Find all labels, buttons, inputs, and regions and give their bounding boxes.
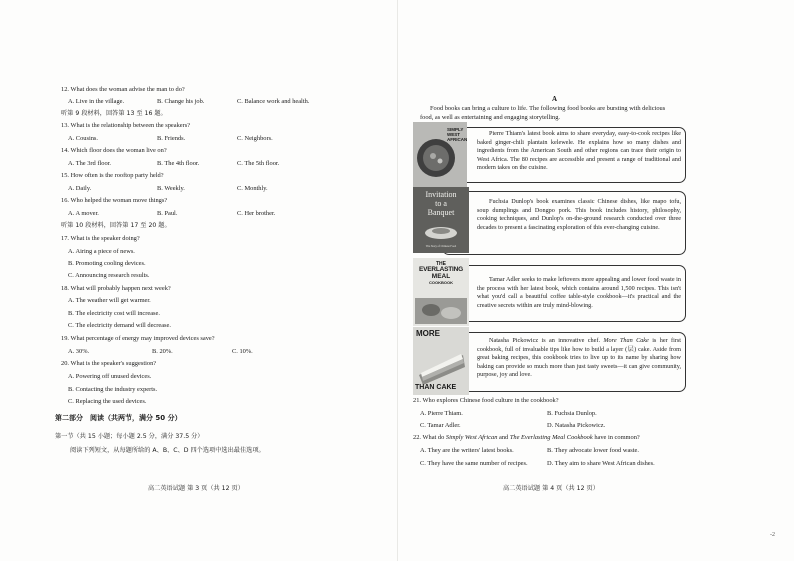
passage-intro-line-2: food, as well as entertaining and engaging storytelling.	[420, 114, 561, 121]
q22-stem-part: and	[497, 434, 510, 441]
q12-stem: 12. What does the woman advise the man to do?	[61, 86, 185, 93]
part-2-heading: 第二部分 阅读（共两节，满分 50 分）	[55, 414, 182, 422]
book-3-cover	[413, 258, 469, 326]
book-4-cover-bottom: THAN CAKE	[415, 384, 457, 391]
q22-option-c: C. They have the same number of recipes.	[420, 460, 528, 467]
book-4-cover-top: MORE	[416, 329, 440, 338]
section-1-heading: 第一节（共 15 小题；每小题 2.5 分，满分 37.5 分）	[55, 433, 204, 440]
q22-stem-part: 22. What do	[413, 434, 446, 441]
q15-option-b: B. Weekly.	[157, 185, 185, 192]
q20-option-c: C. Replacing the used devices.	[68, 398, 147, 405]
book-3-cover-title-line: THE	[436, 261, 446, 267]
book-2-cover-title-line: to a	[435, 199, 447, 208]
book-4-description	[477, 337, 681, 380]
q22-option-d: D. They aim to share West African dishes.	[547, 460, 655, 467]
book-2-description: Fuchsia Dunlop's book examines classic Chinese dishes, like mapo tofu, soup dumplings and Dongpo pork. This book includes history, philosophy, cooking techniques, and Dunlop's on-the-ground research conducted over three decades to present a fascinating exploration of this ever-changing cuisine.	[477, 198, 681, 231]
q16-stem: 16. Who helped the woman move things?	[61, 197, 168, 204]
book-1-description-box	[442, 127, 686, 183]
q21-option-a: A. Pierre Thiam.	[420, 410, 463, 417]
book-1-description: Pierre Thiam's latest book aims to share everyday, easy-to-cook recipes like baked ginger-chili plantain kelewele. He explains how so many dishes and ingredients from the American South and other regions can trace their origin to West Africa. The 80 recipes are accessible and present a range of traditional and modern takes on the cuisine.	[477, 130, 681, 172]
q22-title-2: The Everlasting Meal Cookbook	[509, 434, 593, 441]
q17-option-c: C. Announcing research results.	[68, 272, 150, 279]
book-3-description: Tamar Adler seeks to make leftovers more appealing and lower food waste in the process with her latest book, which contains around 1,500 recipes. This isn't what you'd call a beautiful coffee table-style cookbook—it's practical and the creative secrets within are truly mind-blowing.	[477, 276, 681, 309]
passage-heading: A	[552, 95, 558, 103]
book-4-description-part: Natasha Pickowicz is an innovative chef.	[489, 337, 604, 344]
q21-option-b: B. Fuchsia Dunlop.	[547, 410, 597, 417]
book-2-cover-title-line: Banquet	[427, 208, 455, 217]
q17-stem: 17. What is the speaker doing?	[61, 235, 140, 242]
q14-option-a: A. The 3rd floor.	[68, 160, 112, 167]
q22-title-1: Simply West African	[445, 434, 498, 441]
book-1-cover-title-line: AFRICAN	[447, 137, 467, 142]
book-3-cover-title-line: MEAL	[431, 272, 451, 280]
book-3-description-box	[442, 265, 686, 322]
q19-option-c: C. 10%.	[232, 348, 253, 355]
q16-option-c: C. Her brother.	[237, 210, 276, 217]
book-1-cover-title	[447, 127, 467, 142]
book-3-cover-title-line: COOKBOOK	[429, 280, 453, 286]
book-1-cover-title-line: WEST	[447, 132, 460, 137]
q13-option-c: C. Neighbors.	[237, 135, 273, 142]
book-4-cover	[413, 327, 469, 395]
book-1-cover-title-line: SIMPLY	[447, 127, 464, 132]
corner-mark: -2	[770, 532, 775, 538]
q12-option-c: C. Balance work and health.	[237, 98, 310, 105]
q19-option-a: A. 30%.	[68, 348, 90, 355]
q14-option-c: C. The 5th floor.	[237, 160, 280, 167]
book-4-title-inline: More Than Cake	[603, 337, 649, 344]
q17-option-a: A. Airing a piece of news.	[68, 248, 135, 255]
book-1-cover	[413, 122, 467, 187]
q22-option-a: A. They are the writers' latest books.	[420, 447, 514, 454]
q14-option-b: B. The 4th floor.	[157, 160, 200, 167]
q18-option-a: A. The weather will get warmer.	[68, 297, 151, 304]
q22-option-b: B. They advocate lower food waste.	[547, 447, 639, 454]
q12-option-a: A. Live in the village.	[68, 98, 125, 105]
book-2-description-box	[442, 191, 686, 255]
left-page-footer: 高二英语试题 第 3 页（共 12 页）	[148, 485, 244, 492]
book-2-cover-subtitle: The Story of Chinese Food	[425, 245, 457, 248]
q18-option-b: B. The electricity cost will increase.	[68, 310, 160, 317]
passage-intro-line-1: Food books can bring a culture to life. The following food books are bursting with delicious	[430, 105, 666, 112]
book-2-cover-title-line: Invitation	[425, 190, 457, 199]
q16-option-a: A. A mover.	[68, 210, 99, 217]
q19-option-b: B. 20%.	[152, 348, 173, 355]
q20-option-a: A. Powering off unused devices.	[68, 373, 152, 380]
book-3-cover-art	[413, 258, 469, 326]
q19-stem: 19. What percentage of energy may improved devices save?	[61, 335, 215, 342]
q13-option-b: B. Friends.	[157, 135, 186, 142]
q22-stem-part: have in common?	[592, 434, 640, 441]
q14-stem: 14. Which floor does the woman live on?	[61, 147, 167, 154]
reading-instruction: 阅读下列短文，从每题所给的 A、B、C、D 四个选项中选出最佳选项。	[70, 447, 265, 454]
q15-option-c: C. Monthly.	[237, 185, 268, 192]
right-page-footer: 高二英语试题 第 4 页（共 12 页）	[503, 485, 599, 492]
q16-option-b: B. Paul.	[157, 210, 178, 217]
q15-option-a: A. Daily.	[68, 185, 92, 192]
q12-option-b: B. Change his job.	[157, 98, 205, 105]
q17-option-b: B. Promoting cooling devices.	[68, 260, 146, 267]
page-fold	[397, 0, 398, 561]
book-2-cover	[413, 187, 469, 253]
q20-stem: 20. What is the speaker's suggestion?	[61, 360, 157, 367]
q21-option-d: D. Natasha Pickowicz.	[547, 422, 606, 429]
q20-option-b: B. Contacting the industry experts.	[68, 386, 158, 393]
q15-stem: 15. How often is the rooftop party held?	[61, 172, 164, 179]
q22-stem	[413, 434, 640, 442]
material-9-note: 听第 9 段材料，回答第 13 至 16 题。	[61, 110, 167, 117]
material-10-note: 听第 10 段材料，回答第 17 至 20 题。	[61, 222, 171, 229]
book-3-cover-title-line: EVERLASTING	[418, 266, 464, 274]
q18-stem: 18. What will probably happen next week?	[61, 285, 171, 292]
q21-stem: 21. Who explores Chinese food culture in the cookbook?	[413, 397, 559, 404]
q21-option-c: C. Tamar Adler.	[420, 422, 461, 429]
book-4-description-box	[442, 332, 686, 392]
book-4-description-part: is her first cookbook, full of invaluable tips like how to build a layer (层) cake. Aside from great baking recipes, this cookbook tries to live up to its name by sharing how baking can provide so much more than just tasty sweets—it can give community, purpose, joy and love.	[477, 337, 682, 379]
q13-stem: 13. What is the relationship between the speakers?	[61, 122, 191, 129]
book-2-cover-art	[413, 187, 469, 253]
q13-option-a: A. Cousins.	[68, 135, 99, 142]
q18-option-c: C. The electricity demand will decrease.	[68, 322, 171, 329]
